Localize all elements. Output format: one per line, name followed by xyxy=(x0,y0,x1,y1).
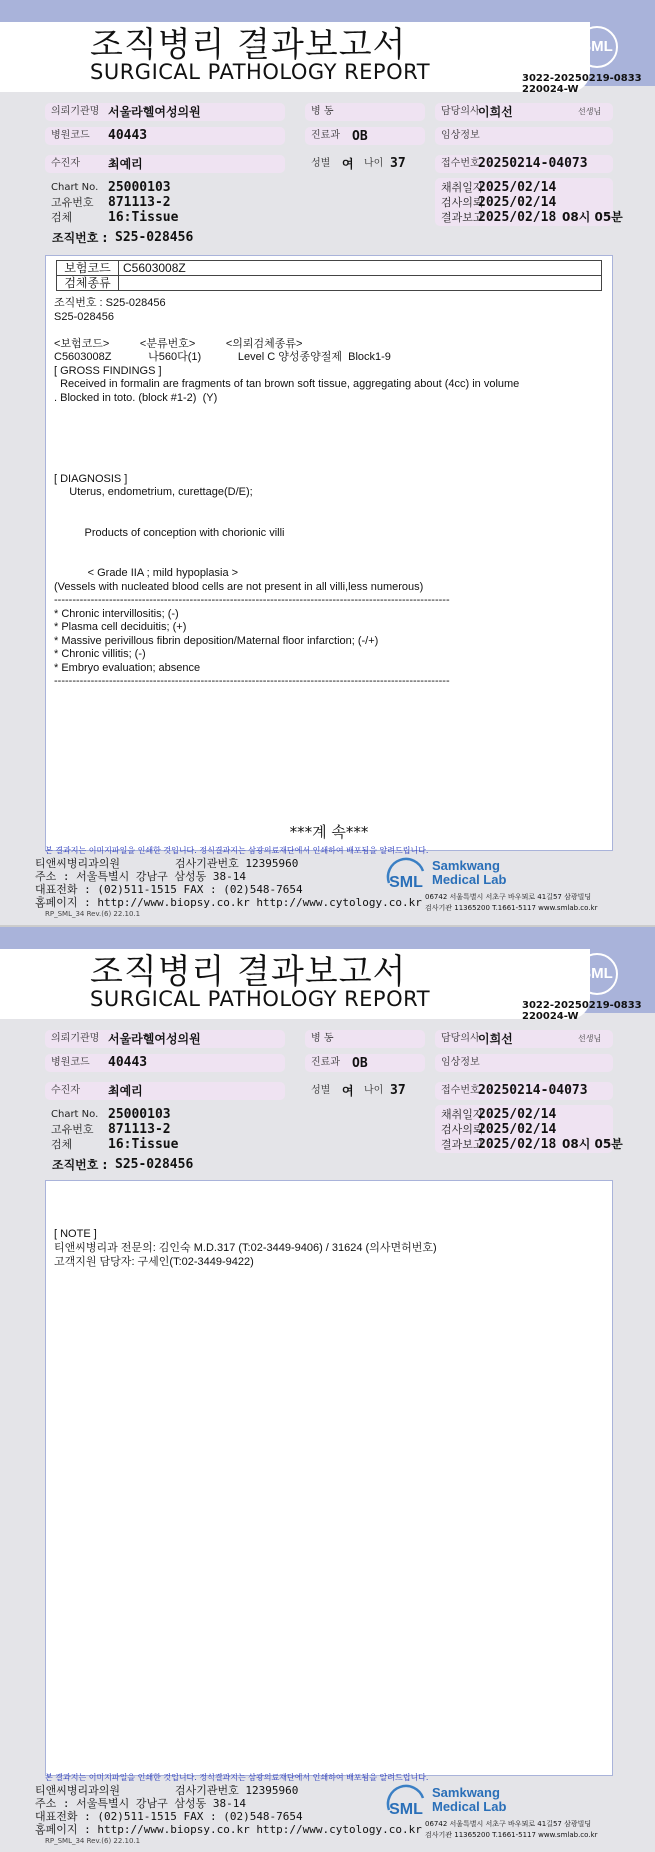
clinical-label: 임상정보 xyxy=(441,1057,480,1068)
lab-code: 검사기관번호 12395960 xyxy=(175,1784,299,1797)
specimen-value: 16:Tissue xyxy=(108,210,179,225)
pathno-label: 조직번호 : xyxy=(52,231,108,245)
dept-label: 진료과 xyxy=(311,130,340,141)
requesting-label: 의뢰기관명 xyxy=(51,1033,100,1044)
specimen-value: 16:Tissue xyxy=(108,1137,179,1152)
chart-label: Chart No. xyxy=(51,182,99,193)
report-value: 2025/02/18 xyxy=(478,210,557,225)
report-line: <보험코드> <분류번호> <의뢰검체종류> xyxy=(54,337,303,350)
specimen-label: 검체 xyxy=(51,211,73,224)
report-line: Products of conception with chorionic villi xyxy=(54,526,285,539)
report-line: Uterus, endometrium, curettage(D/E); xyxy=(54,486,253,498)
report-line: Received in formalin are fragments of tan brown soft tissue, aggregating about (4cc) in volume xyxy=(54,378,520,390)
report-line: 조직번호 : S25-028456 xyxy=(54,297,166,309)
request-date-value: 2025/02/14 xyxy=(478,1122,557,1137)
report-line: * Chronic intervillositis; (-) xyxy=(54,607,179,620)
lab-homepage: 홈페이지 : http://www.biopsy.co.kr http://www.cytology.co.kr xyxy=(35,896,422,909)
receipt-label: 접수번호 xyxy=(441,1085,480,1096)
collect-label: 채취일자 xyxy=(441,1108,484,1121)
request-date-label: 검사의뢰 xyxy=(441,1123,484,1136)
report-line: (Vessels with nucleated blood cells are not present in all villi,less numerous) xyxy=(54,580,424,593)
report-label: 결과보고 xyxy=(441,211,484,224)
brand-address2: 검사기관 11365200 T.1661-5117 www.smlab.co.kr xyxy=(425,1831,598,1839)
doctor-value: 이희선 xyxy=(478,105,513,119)
report-line: 고객지원 담당자: 구세인(T:02-3449-9422) xyxy=(54,1256,254,1268)
ward-label: 병 동 xyxy=(311,106,334,117)
request-date-value: 2025/02/14 xyxy=(478,195,557,210)
requesting-value: 서울라헬여성의원 xyxy=(108,105,201,119)
pathno-value: S25-028456 xyxy=(115,230,194,245)
report-line: * Massive perivillous fibrin deposition/Maternal floor infarction; (-/+) xyxy=(54,634,379,647)
brand-line2: Medical Lab xyxy=(432,872,507,887)
patient-value: 최예리 xyxy=(108,157,143,171)
unique-label: 고유번호 xyxy=(51,196,94,209)
samkwang-logo-text: SML xyxy=(389,1801,423,1818)
report-line: * Chronic villitis; (-) xyxy=(54,648,146,660)
lab-phone: 대표전화 : (02)511-1515 FAX : (02)548-7654 xyxy=(35,883,303,896)
dept-label: 진료과 xyxy=(311,1057,340,1068)
doctor-label: 담당의사 xyxy=(441,106,480,117)
continued-marker: ***계 속*** xyxy=(289,823,369,841)
report-line: [ GROSS FINDINGS ] xyxy=(54,364,162,377)
chart-value: 25000103 xyxy=(108,1107,171,1122)
patient-label: 수진자 xyxy=(51,1085,80,1096)
report-line: ------------------------------------------------------------------------------------------------------------ xyxy=(54,675,450,687)
patient-label: 수진자 xyxy=(51,158,80,169)
lab-name: 티앤씨병리과의원 xyxy=(35,1784,121,1797)
dept-value: OB xyxy=(352,129,368,144)
age-value: 37 xyxy=(390,1083,406,1098)
collect-value: 2025/02/14 xyxy=(478,1107,557,1122)
report-line: S25-028456 xyxy=(54,310,114,323)
patient-pill xyxy=(45,1082,285,1100)
doctor-value: 이희선 xyxy=(478,1032,513,1046)
report-line: C5603008Z 나560다(1) Level C 양성종양절제 Block1-9 xyxy=(54,351,391,363)
requesting-label: 의뢰기관명 xyxy=(51,106,100,117)
patient-value: 최예리 xyxy=(108,1084,143,1098)
code-table xyxy=(56,260,602,291)
brand-line1: Samkwang xyxy=(432,1785,500,1800)
unique-value: 871113-2 xyxy=(108,1122,171,1137)
form-code: RP_SML_34 Rev.(6) 22.10.1 xyxy=(45,1837,141,1845)
report-page-1 xyxy=(0,0,655,925)
unique-value: 871113-2 xyxy=(108,195,171,210)
footer-note: 본 결과지는 이미지파일을 인쇄한 것입니다. 정식결과지는 삼광의료재단에서 인쇄하여 배포됨을 알려드립니다. xyxy=(45,1773,429,1782)
report-content-2 xyxy=(45,1180,613,1776)
lab-address: 주소 : 서울특별시 강남구 삼성동 38-14 xyxy=(35,1797,246,1810)
report-value: 2025/02/18 xyxy=(478,1137,557,1152)
patient-pill xyxy=(45,155,285,173)
sml-logo-icon: SML xyxy=(576,26,618,68)
report-line: ------------------------------------------------------------------------------------------------------------ xyxy=(54,594,450,606)
chart-label: Chart No. xyxy=(51,1109,99,1120)
brand-line2: Medical Lab xyxy=(432,1799,507,1814)
receipt-label: 접수번호 xyxy=(441,158,480,169)
requesting-value: 서울라헬여성의원 xyxy=(108,1032,201,1046)
lab-code: 검사기관번호 12395960 xyxy=(175,857,299,870)
brand-address1: 06742 서울특별시 서초구 바우뫼로 41길57 삼광빌딩 xyxy=(425,1820,592,1828)
hospital-code-label: 병원코드 xyxy=(51,1057,90,1068)
pathno-value: S25-028456 xyxy=(115,1157,194,1172)
report-time: 08시 05분 xyxy=(562,210,623,224)
collect-label: 채취일자 xyxy=(441,181,484,194)
report-line: * Plasma cell deciduitis; (+) xyxy=(54,621,187,633)
report-title-korean: 조직병리 결과보고서 xyxy=(90,25,407,65)
sex-value: 여 xyxy=(342,157,354,171)
lab-name: 티앤씨병리과의원 xyxy=(35,857,121,870)
sex-label: 성별 xyxy=(311,1085,331,1096)
report-title-english: SURGICAL PATHOLOGY REPORT xyxy=(90,60,431,84)
sex-label: 성별 xyxy=(311,158,331,169)
hospital-code-label: 병원코드 xyxy=(51,130,90,141)
age-label: 나이 xyxy=(364,1085,384,1096)
receipt-value: 20250214-04073 xyxy=(478,1083,588,1098)
pathno-label: 조직번호 : xyxy=(52,1158,108,1172)
receipt-value: 20250214-04073 xyxy=(478,156,588,171)
specimen-label: 검체 xyxy=(51,1138,73,1151)
lab-phone: 대표전화 : (02)511-1515 FAX : (02)548-7654 xyxy=(35,1810,303,1823)
insurance-code-value: C5603008Z xyxy=(119,261,602,276)
dept-value: OB xyxy=(352,1056,368,1071)
report-line: 티앤씨병리과 전문의: 김인숙 M.D.317 (T:02-3449-9406) / 31624 (의사면허번호) xyxy=(54,1242,437,1254)
insurance-code-label: 보험코드 xyxy=(57,261,119,276)
document-id: 3022-20250219-0833 220024-W xyxy=(522,73,642,95)
report-time: 08시 05분 xyxy=(562,1137,623,1151)
report-line: * Embryo evaluation; absence xyxy=(54,661,201,674)
doctor-suffix: 선생님 xyxy=(578,107,602,116)
specimen-type-label: 검체종류 xyxy=(57,276,119,291)
samkwang-logo-text: SML xyxy=(389,874,423,891)
age-value: 37 xyxy=(390,156,406,171)
doctor-suffix: 선생님 xyxy=(578,1034,602,1043)
age-label: 나이 xyxy=(364,158,384,169)
lab-homepage: 홈페이지 : http://www.biopsy.co.kr http://www.cytology.co.kr xyxy=(35,1823,422,1836)
sex-value: 여 xyxy=(342,1084,354,1098)
unique-label: 고유번호 xyxy=(51,1123,94,1136)
lab-address: 주소 : 서울특별시 강남구 삼성동 38-14 xyxy=(35,870,246,883)
report-label: 결과보고 xyxy=(441,1138,484,1151)
ward-label: 병 동 xyxy=(311,1033,334,1044)
doctor-label: 담당의사 xyxy=(441,1033,480,1044)
chart-value: 25000103 xyxy=(108,180,171,195)
request-date-label: 검사의뢰 xyxy=(441,196,484,209)
clinical-label: 임상정보 xyxy=(441,130,480,141)
report-content-1 xyxy=(45,255,613,851)
hospital-code-value: 40443 xyxy=(108,1055,148,1070)
footer-note: 본 결과지는 이미지파일을 인쇄한 것입니다. 정식결과지는 삼광의료재단에서 인쇄하여 배포됨을 알려드립니다. xyxy=(45,846,429,855)
samkwang-logo-icon xyxy=(385,857,427,897)
report-page-2 xyxy=(0,927,655,1852)
report-title-korean: 조직병리 결과보고서 xyxy=(90,952,407,992)
specimen-type-value xyxy=(119,276,602,291)
brand-address1: 06742 서울특별시 서초구 바우뫼로 41길57 삼광빌딩 xyxy=(425,893,592,901)
brand-address2: 검사기관 11365200 T.1661-5117 www.smlab.co.kr xyxy=(425,904,598,912)
report-line: < Grade IIA ; mild hypoplasia > xyxy=(54,567,239,579)
form-code: RP_SML_34 Rev.(6) 22.10.1 xyxy=(45,910,141,918)
report-line: [ NOTE ] xyxy=(54,1228,97,1240)
report-title-english: SURGICAL PATHOLOGY REPORT xyxy=(90,987,431,1011)
samkwang-logo-icon xyxy=(385,1784,427,1824)
brand-line1: Samkwang xyxy=(432,858,500,873)
collect-value: 2025/02/14 xyxy=(478,180,557,195)
report-line: . Blocked in toto. (block #1-2) (Y) xyxy=(54,391,218,404)
sml-logo-icon: SML xyxy=(576,953,618,995)
document-id: 3022-20250219-0833 220024-W xyxy=(522,1000,642,1022)
hospital-code-value: 40443 xyxy=(108,128,148,143)
report-line: [ DIAGNOSIS ] xyxy=(54,472,128,485)
